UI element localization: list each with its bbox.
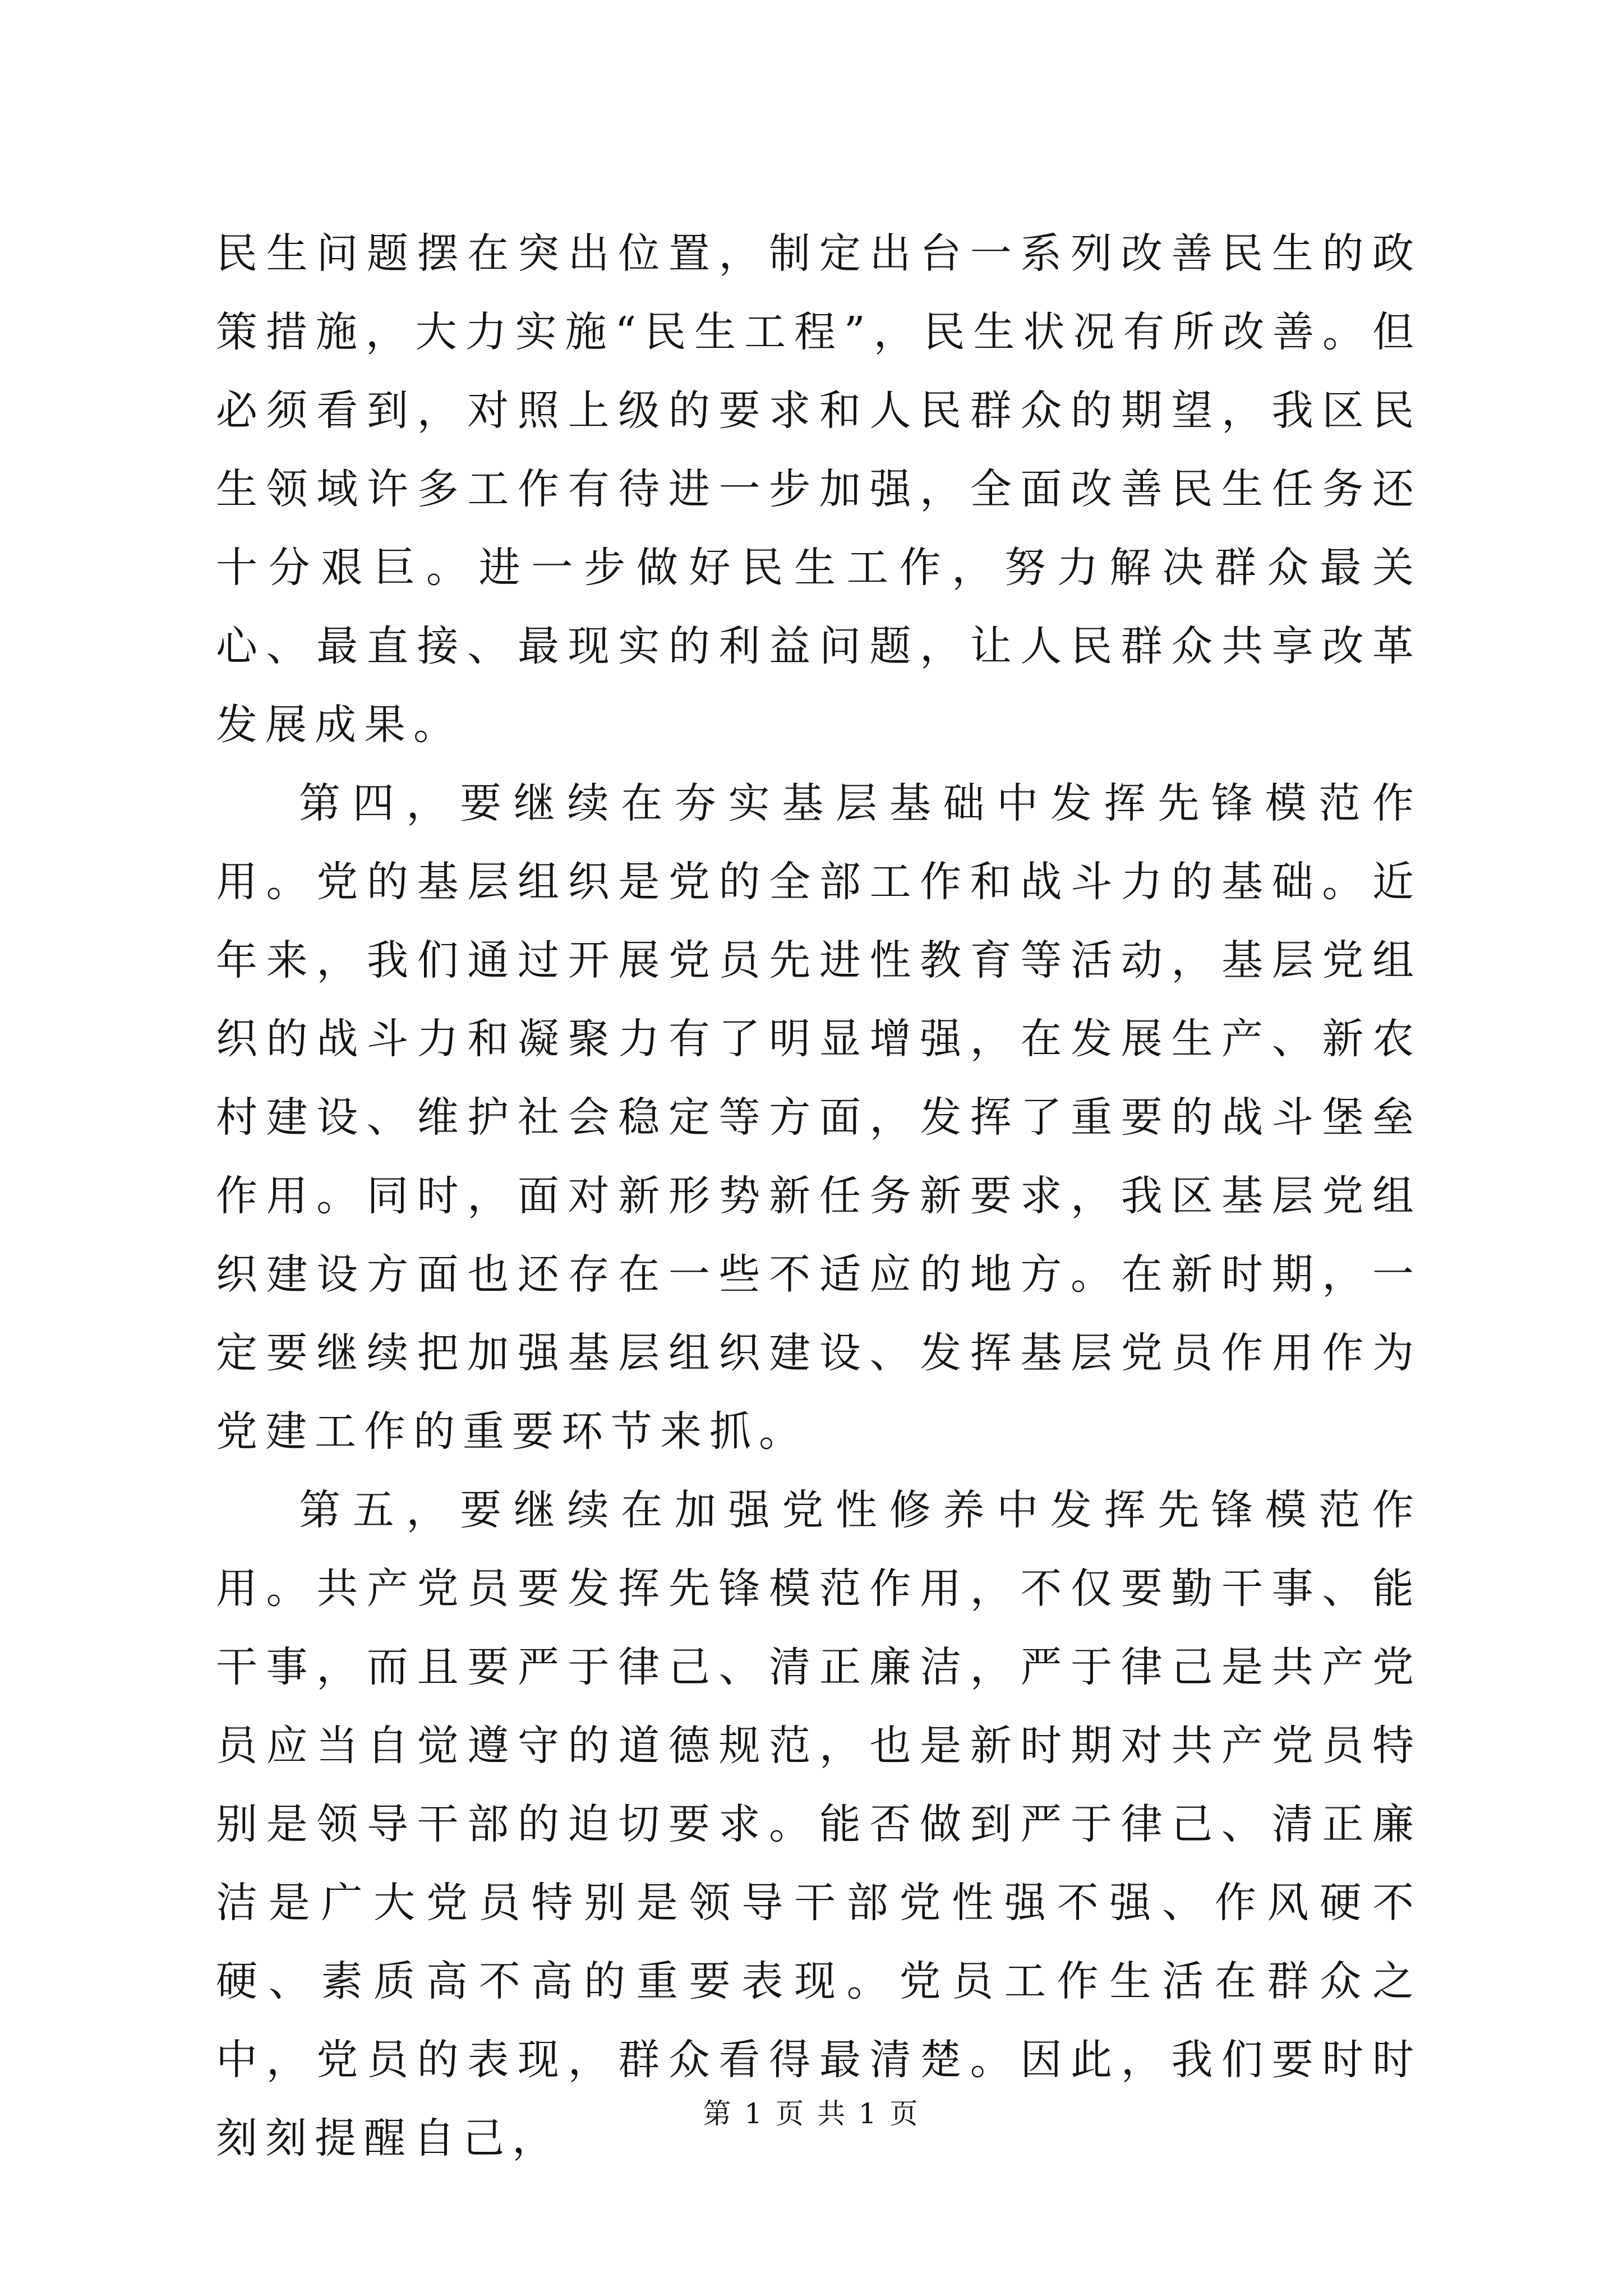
- paragraph-2: 第四，要继续在夯实基层基础中发挥先锋模范作用。党的基层组织是党的全部工作和战斗力的基础。近年来，我们通过开展党员先进性教育等活动，基层党组织的战斗力和凝聚力有了明显增强，在发展生产、新农村建设、维护社会稳定等方面，发挥了重要的战斗堡垒作用。同时，面对新形势新任务新要求，我区基层党组织建设方面也还存在一些不适应的地方。在新时期，一定要继续把加强基层组织建设、发挥基层党员作用作为党建工作的重要环节来抓。: [216, 779, 1422, 1456]
- document-body: [216, 214, 1422, 2178]
- paragraph-1: 民生问题摆在突出位置，制定出台一系列改善民生的政策措施，大力实施“民生工程”，民生状况有所改善。但必须看到，对照上级的要求和人民群众的期望，我区民生领域许多工作有待进一步加强，全面改善民生任务还十分艰巨。进一步做好民生工作，努力解决群众最关心、最直接、最现实的利益问题，让人民群众共享改革发展成果。: [216, 229, 1422, 749]
- page-footer: 第 1 页 共 1 页: [703, 2097, 920, 2130]
- paragraph-3: 第五，要继续在加强党性修养中发挥先锋模范作用。共产党员要发挥先锋模范作用，不仅要勤干事、能干事，而且要严于律己、清正廉洁，严于律己是共产党员应当自觉遵守的道德规范，也是新时期对共产党员特别是领导干部的迫切要求。能否做到严于律己、清正廉洁是广大党员特别是领导干部党性强不强、作风硬不硬、素质高不高的重要表现。党员工作生活在群众之中，党员的表现，群众看得最清楚。因此，我们要时时刻刻提醒自己，: [216, 1486, 1422, 2162]
